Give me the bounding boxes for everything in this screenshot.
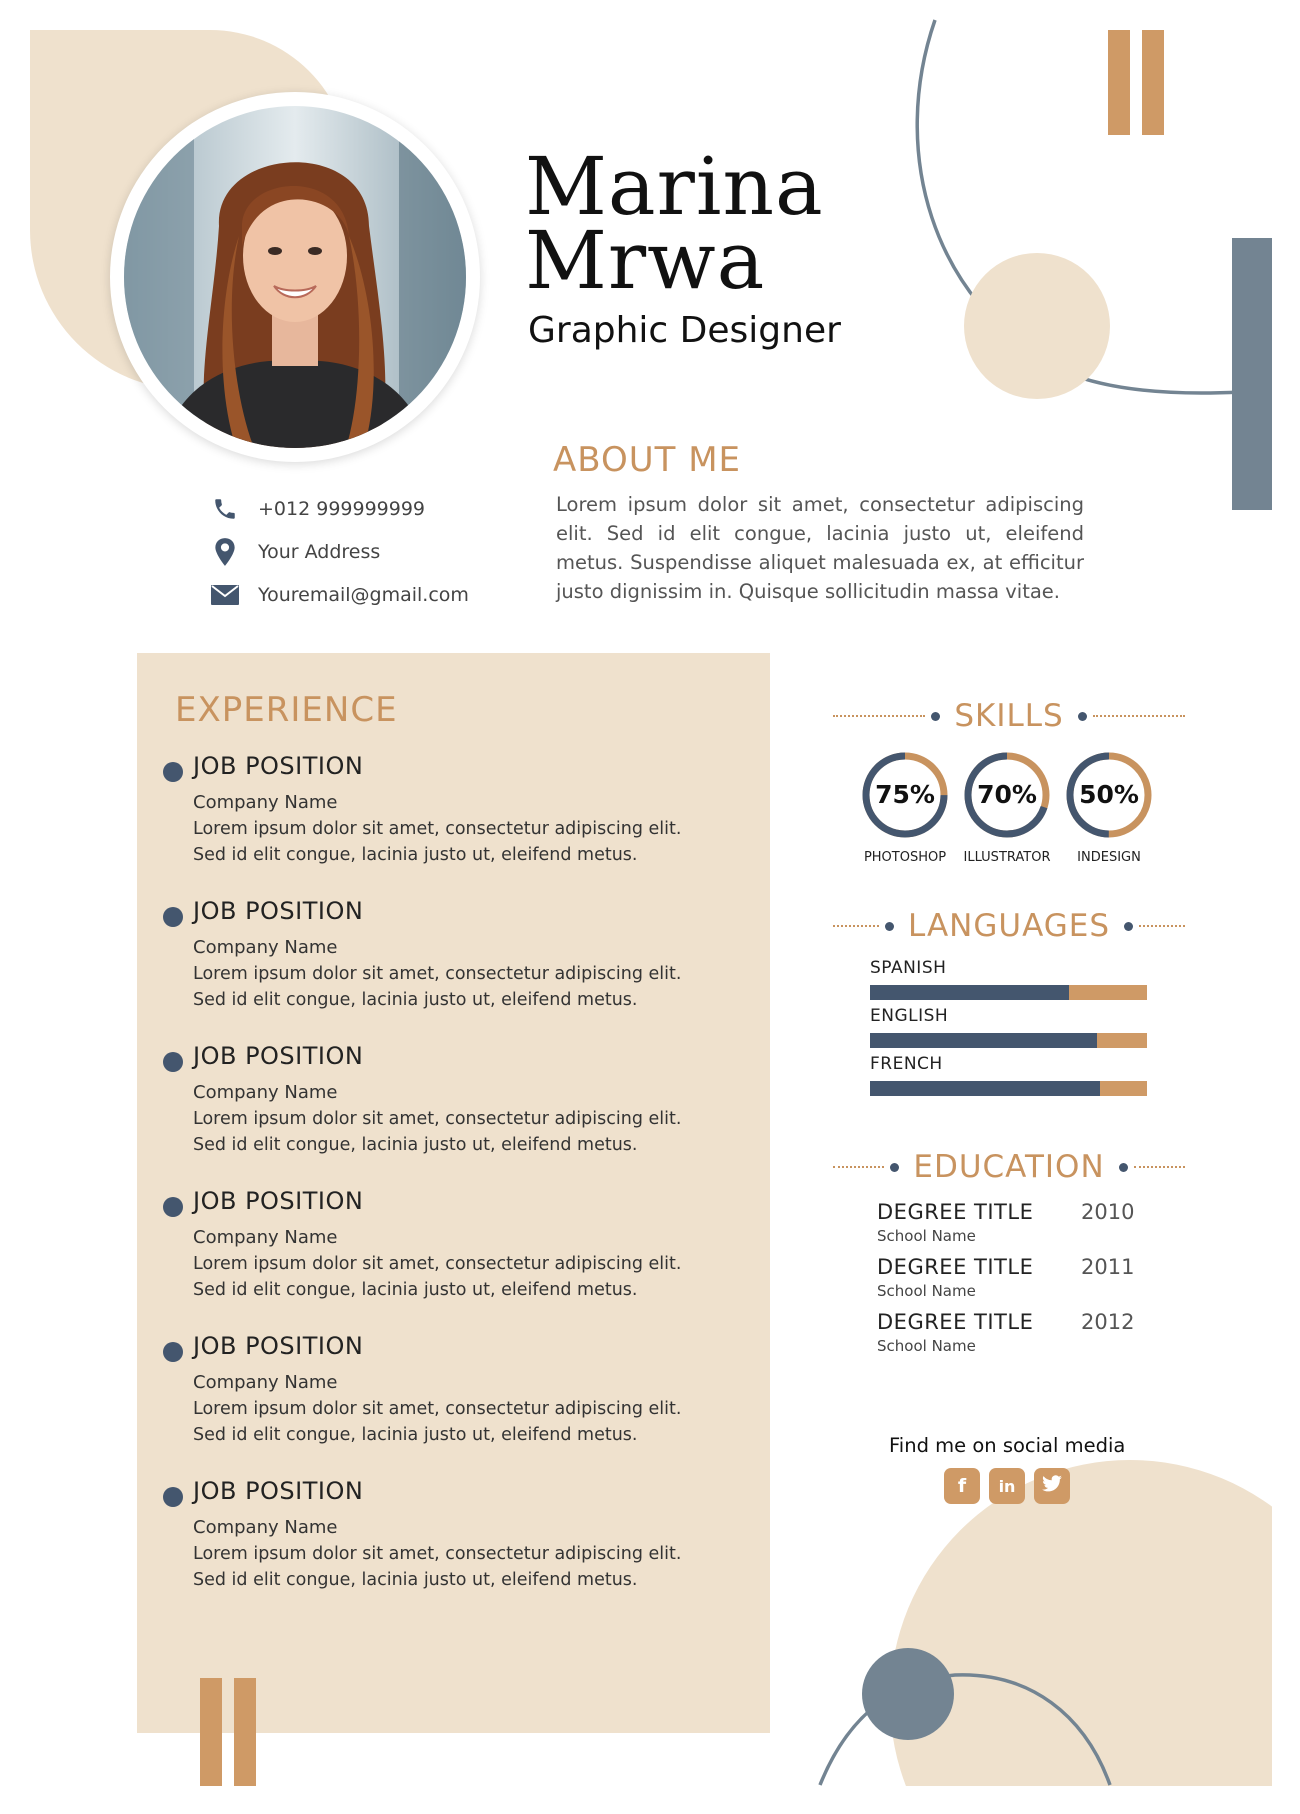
phone-number: +012 999999999 [258,498,426,520]
job-description-line: Lorem ipsum dolor sit amet, consectetur adipiscing elit. [193,1544,682,1564]
languages-heading [833,904,1185,948]
email-text: Youremail@gmail.com [258,584,469,606]
skill-name: INDESIGN [1077,850,1141,865]
school-name: School Name [877,1337,976,1355]
phone-icon [210,494,240,524]
profile-photo [124,106,466,448]
decorative-bar-bottom-1 [200,1678,222,1786]
rule-dot [885,922,894,931]
job-position: JOB POSITION [193,1332,364,1360]
decorative-circle-top [964,253,1110,399]
job-description-line: Lorem ipsum dolor sit amet, consectetur adipiscing elit. [193,1254,682,1274]
linkedin-icon: in [998,1476,1016,1496]
facebook-icon: f [957,1475,967,1497]
decorative-circle-bottom [890,1460,1300,1814]
linkedin-button[interactable] [989,1468,1025,1504]
location-pin-icon [210,537,240,567]
rule-dot [1124,922,1133,931]
about-heading: ABOUT ME [553,440,742,480]
contact-address [210,535,380,569]
job-position: JOB POSITION [193,1187,364,1215]
job-description [193,1106,713,1158]
dotted-rule [1134,1166,1185,1168]
bullet-dot [163,762,183,782]
first-name: Marina [525,140,824,233]
language-bar-fill [870,1081,1100,1096]
bullet-dot [163,1197,183,1217]
job-description-line: Lorem ipsum dolor sit amet, consectetur adipiscing elit. [193,1109,682,1129]
languages-heading-text: LANGUAGES [907,908,1111,944]
contact-phone [210,492,425,526]
skill-ring-illustrator [962,750,1052,840]
last-name: Mrwa [525,214,766,307]
dotted-rule [1139,925,1185,927]
job-description-line: Lorem ipsum dolor sit amet, consectetur adipiscing elit. [193,964,682,984]
education-heading-text: EDUCATION [913,1149,1105,1185]
company-name: Company Name [193,937,338,958]
decorative-bar-bottom-2 [234,1678,256,1786]
dotted-rule [1093,715,1185,717]
language-bar [870,1033,1147,1048]
job-description [193,1251,713,1303]
language-bar [870,1081,1147,1096]
skills-heading-text: SKILLS [954,698,1064,734]
job-description [193,1541,713,1593]
job-description-line: Sed id elit congue, lacinia justo ut, eleifend metus. [193,1425,638,1445]
job-position: JOB POSITION [193,897,364,925]
skill-ring-photoshop [860,750,950,840]
job-description [193,1396,713,1448]
rule-dot [931,712,940,721]
language-name: ENGLISH [870,1006,949,1026]
decorative-bar-top-2 [1142,30,1164,135]
company-name: Company Name [193,1517,338,1538]
dotted-rule [833,925,879,927]
education-heading [833,1145,1185,1189]
bullet-dot [163,1052,183,1072]
social-media-label: Find me on social media [889,1434,1126,1457]
bullet-dot [163,907,183,927]
about-text: Lorem ipsum dolor sit amet, consectetur adipiscing elit. Sed id elit congue, lacinia justo ut, eleifend metus. Suspendisse aliquet malesuada ex, at efficitur justo dignissim in. Quisque sollicitudin massa vitae. [556,493,1084,603]
degree-year: 2010 [1081,1200,1135,1224]
language-bar [870,985,1147,1000]
skills-heading [833,696,1185,736]
degree-year: 2011 [1081,1255,1135,1279]
job-description-line: Sed id elit congue, lacinia justo ut, eleifend metus. [193,1570,638,1590]
school-name: School Name [877,1227,976,1245]
skill-percent: 70% [977,780,1037,809]
rule-dot [890,1163,899,1172]
school-name: School Name [877,1282,976,1300]
skill-name: ILLUSTRATOR [963,850,1051,865]
language-bar-fill [870,1033,1097,1048]
job-description-line: Lorem ipsum dolor sit amet, consectetur adipiscing elit. [193,819,682,839]
experience-heading: EXPERIENCE [175,690,398,730]
job-title: Graphic Designer [528,310,841,351]
skill-percent: 75% [875,780,935,809]
twitter-button[interactable] [1034,1468,1070,1504]
candidate-name [525,140,824,307]
job-description-line: Lorem ipsum dolor sit amet, consectetur adipiscing elit. [193,1399,682,1419]
job-description-line: Sed id elit congue, lacinia justo ut, eleifend metus. [193,1135,638,1155]
degree-title: DEGREE TITLE [877,1200,1034,1224]
job-position: JOB POSITION [193,1477,364,1505]
degree-year: 2012 [1081,1310,1135,1334]
job-position: JOB POSITION [193,752,364,780]
job-description-line: Sed id elit congue, lacinia justo ut, eleifend metus. [193,1280,638,1300]
dotted-rule [833,1166,884,1168]
address-text: Your Address [258,541,381,563]
job-description-line: Sed id elit congue, lacinia justo ut, eleifend metus. [193,845,638,865]
bullet-dot [163,1342,183,1362]
skill-ring-indesign [1064,750,1154,840]
contact-email [210,578,469,612]
dotted-rule [833,715,925,717]
language-name: FRENCH [870,1054,943,1074]
facebook-button[interactable] [944,1468,980,1504]
decorative-bar-slate [1232,238,1272,510]
job-position: JOB POSITION [193,1042,364,1070]
language-bar-fill [870,985,1069,1000]
skill-percent: 50% [1079,780,1139,809]
decorative-bar-top-1 [1108,30,1130,135]
company-name: Company Name [193,1082,338,1103]
decorative-circle-slate [862,1648,954,1740]
degree-title: DEGREE TITLE [877,1255,1034,1279]
bullet-dot [163,1487,183,1507]
job-description-line: Sed id elit congue, lacinia justo ut, eleifend metus. [193,990,638,1010]
language-name: SPANISH [870,958,947,978]
company-name: Company Name [193,792,338,813]
skill-name: PHOTOSHOP [863,850,947,865]
twitter-icon [1041,1475,1063,1498]
company-name: Company Name [193,1227,338,1248]
envelope-icon [210,580,240,610]
rule-dot [1119,1163,1128,1172]
job-description [193,961,713,1013]
degree-title: DEGREE TITLE [877,1310,1034,1334]
rule-dot [1078,712,1087,721]
company-name: Company Name [193,1372,338,1393]
job-description [193,816,713,868]
